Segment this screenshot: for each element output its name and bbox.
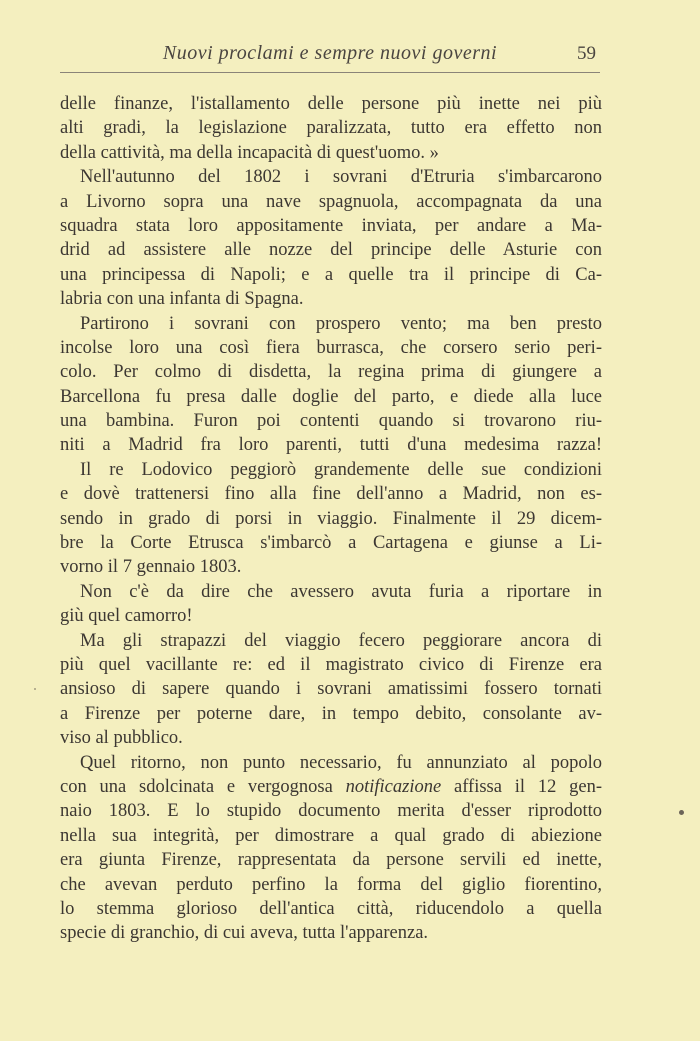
page-number: 59: [577, 43, 596, 64]
text-line: Quel ritorno, non punto necessario, fu annunziato al popolo: [80, 752, 602, 773]
text-line: squadra stata loro appositamente inviata, per andare a Ma-: [60, 215, 602, 236]
text-line: viso al pubblico.: [60, 728, 183, 749]
body-text: [60, 92, 602, 946]
text-line: lo stemma glorioso dell'antica città, riducendolo a quella: [60, 898, 602, 919]
italic-term: notificazione: [345, 776, 442, 797]
text-line: a Firenze per poterne dare, in tempo debito, consolante av-: [60, 703, 602, 724]
text-line: e dovè trattenersi fino alla fine dell'anno a Madrid, non es-: [60, 484, 602, 505]
text-line: a Livorno sopra una nave spagnuola, accompagnata da una: [60, 191, 602, 212]
page-header: [60, 42, 600, 70]
text-line: colo. Per colmo di disdetta, la regina prima di giungere a: [60, 362, 602, 383]
text-line: Non c'è da dire che avessero avuta furia a riportare in: [80, 581, 602, 602]
text-line: [60, 775, 602, 799]
ink-speck: [34, 688, 36, 690]
text-line: sendo in grado di porsi in viaggio. Finalmente il 29 dicem-: [60, 508, 602, 529]
text-line: specie di granchio, di cui aveva, tutta l'apparenza.: [60, 923, 429, 944]
text-line: Barcellona fu presa dalle doglie del parto, e diede alla luce: [60, 386, 602, 407]
text-line: Nell'autunno del 1802 i sovrani d'Etruria s'imbarcarono: [80, 167, 602, 188]
text-line: Il re Lodovico peggiorò grandemente delle sue condizioni: [80, 459, 602, 480]
header-rule: [60, 72, 600, 73]
text-line: vorno il 7 gennaio 1803.: [60, 557, 242, 578]
ink-speck: [679, 810, 684, 815]
text-line: incolse loro una così fiera burrasca, che corsero serio peri-: [60, 337, 602, 358]
text-line: era giunta Firenze, rappresentata da persone servili ed inette,: [60, 850, 602, 871]
text-line: giù quel camorro!: [60, 606, 193, 627]
text-line: una bambina. Furon poi contenti quando si trovarono riu-: [60, 411, 602, 432]
text-line: che avevan perduto perfino la forma del giglio fiorentino,: [60, 874, 602, 895]
text-line: delle finanze, l'istallamento delle persone più inette nei più: [60, 94, 602, 114]
text-line: Partirono i sovrani con prospero vento; ma ben presto: [80, 313, 602, 334]
text-segment: affissa il 12 gen-: [441, 776, 602, 797]
text-line: naio 1803. E lo stupido documento merita d'esser riprodotto: [60, 801, 602, 822]
text-line: alti gradi, la legislazione paralizzata, tutto era effetto non: [60, 118, 602, 139]
text-line: drid ad assistere alle nozze del principe delle Asturie con: [60, 240, 602, 261]
text-line: labria con una infanta di Spagna.: [60, 289, 304, 310]
text-line: nella sua integrità, per dimostrare a qual grado di abiezione: [60, 825, 602, 846]
text-line: più quel vacillante re: ed il magistrato civico di Firenze era: [60, 654, 602, 675]
running-title: Nuovi proclami e sempre nuovi governi: [162, 42, 498, 64]
text-line: bre la Corte Etrusca s'imbarcò a Cartagena e giunse a Li-: [60, 533, 602, 554]
text-line: della cattività, ma della incapacità di quest'uomo. »: [60, 142, 439, 163]
text-line: ansioso di sapere quando i sovrani amatissimi fossero tornati: [60, 679, 602, 700]
text-line: Ma gli strapazzi del viaggio fecero peggiorare ancora di: [80, 630, 602, 651]
text-line: niti a Madrid fra loro parenti, tutti d'una medesima razza!: [60, 435, 602, 456]
text-segment: con una sdolcinata e vergognosa: [60, 776, 346, 797]
text-line: una principessa di Napoli; e a quelle tra il principe di Ca-: [60, 264, 602, 285]
